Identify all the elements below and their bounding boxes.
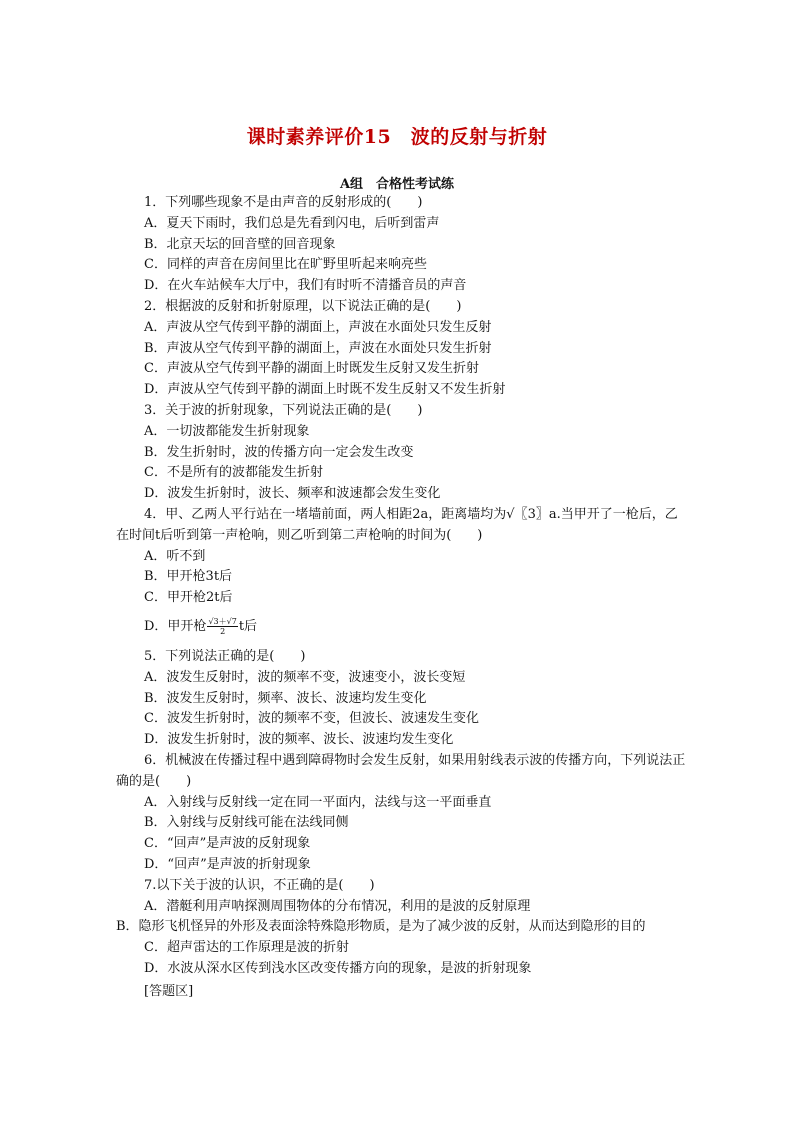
question-3-option-d: D．波发生折射时，波长、频率和波速都会发生变化 [144,486,441,502]
fraction-denominator: 2 [220,626,226,636]
question-7-option-b: B．隐形飞机怪异的外形及表面涂特殊隐形物质，是为了减少波的反射，从而达到隐形的目的 [116,919,646,935]
question-2-option-b: B．声波从空气传到平静的湖面上，声波在水面处只发生折射 [144,340,492,356]
question-7-option-d: D．水波从深水区传到浅水区改变传播方向的现象，是波的折射现象 [144,960,532,976]
question-2-stem: 2．根据波的反射和折射原理，以下说法正确的是( ) [144,298,462,314]
question-5-stem: 5．下列说法正确的是( ) [144,648,306,664]
question-3-option-a: A．一切波都能发生折射现象 [144,423,310,439]
page-title: 课时素养评价15 波的反射与折射 [246,126,548,148]
question-4-option-d [116,613,686,641]
question-3-option-b: B．发生折射时，波的传播方向一定会发生改变 [144,444,414,460]
question-2-option-d: D．声波从空气传到平静的湖面上时既不发生反射又不发生折射 [144,382,506,398]
question-1-option-b: B．北京天坛的回音壁的回音现象 [144,236,336,252]
question-4-option-d-prefix: D．甲开枪 [144,618,207,634]
question-5-option-a: A．波发生反射时，波的频率不变，波速变小，波长变短 [144,669,466,685]
question-6-option-a: A．入射线与反射线一定在同一平面内，法线与这一平面垂直 [144,794,492,810]
question-4-option-a: A．听不到 [144,548,206,564]
section-heading: A组 合格性考试练 [339,177,455,192]
question-2-option-c: C．声波从空气传到平静的湖面上时既发生反射又发生折射 [144,361,479,377]
question-5-option-d: D．波发生折射时，波的频率、波长、波速均发生变化 [144,732,454,748]
question-list [116,193,686,1002]
fraction [207,617,237,636]
question-5-option-b: B．波发生反射时，频率、波长、波速均发生变化 [144,690,427,706]
question-1-stem: 1．下列哪些现象不是由声音的反射形成的( ) [144,195,423,210]
question-5-option-c: C．波发生折射时，波的频率不变，但波长、波速发生变化 [144,711,479,727]
question-3-stem: 3．关于波的折射现象，下列说法正确的是( ) [144,402,423,418]
question-6-option-d: D．“回声”是声波的折射现象 [144,856,311,872]
question-1-option-d: D．在火车站候车大厅中，我们有时听不清播音员的声音 [144,278,467,294]
question-3-option-c: C．不是所有的波都能发生折射 [144,465,323,481]
question-7-stem: 7.以下关于波的认识，不正确的是( ) [144,877,375,893]
question-4-option-d-suffix: t后 [238,618,258,634]
answer-area-label: [答题区] [144,983,194,999]
question-4-stem: 4．甲、乙两人平行站在一堵墙前面，两人相距2a，距离墙均为√〖3〗a.当甲开了一枪后，乙在时间t后听到第一声枪响，则乙听到第二声枪响的时间为( ) [116,506,678,543]
question-1-option-c: C．同样的声音在房间里比在旷野里听起来响亮些 [144,257,427,273]
question-7-option-c: C．超声雷达的工作原理是波的折射 [144,940,349,956]
question-2-option-a: A．声波从空气传到平静的湖面上，声波在水面处只发生反射 [144,319,492,335]
question-6-option-b: B．入射线与反射线可能在法线同侧 [144,815,349,831]
question-4-option-b: B．甲开枪3t后 [144,569,233,585]
question-1-option-a: A．夏天下雨时，我们总是先看到闪电，后听到雷声 [144,215,440,231]
question-7-option-a: A．潜艇利用声呐探测周围物体的分布情况，利用的是波的反射原理 [144,898,531,914]
question-6-option-c: C．“回声”是声波的反射现象 [144,836,311,852]
question-4-option-c: C．甲开枪2t后 [144,590,233,606]
question-6-stem: 6．机械波在传播过程中遇到障碍物时会发生反射，如果用射线表示波的传播方向，下列说法正确的是( ) [116,752,686,789]
fraction-numerator: √3＋√7 [208,616,237,626]
